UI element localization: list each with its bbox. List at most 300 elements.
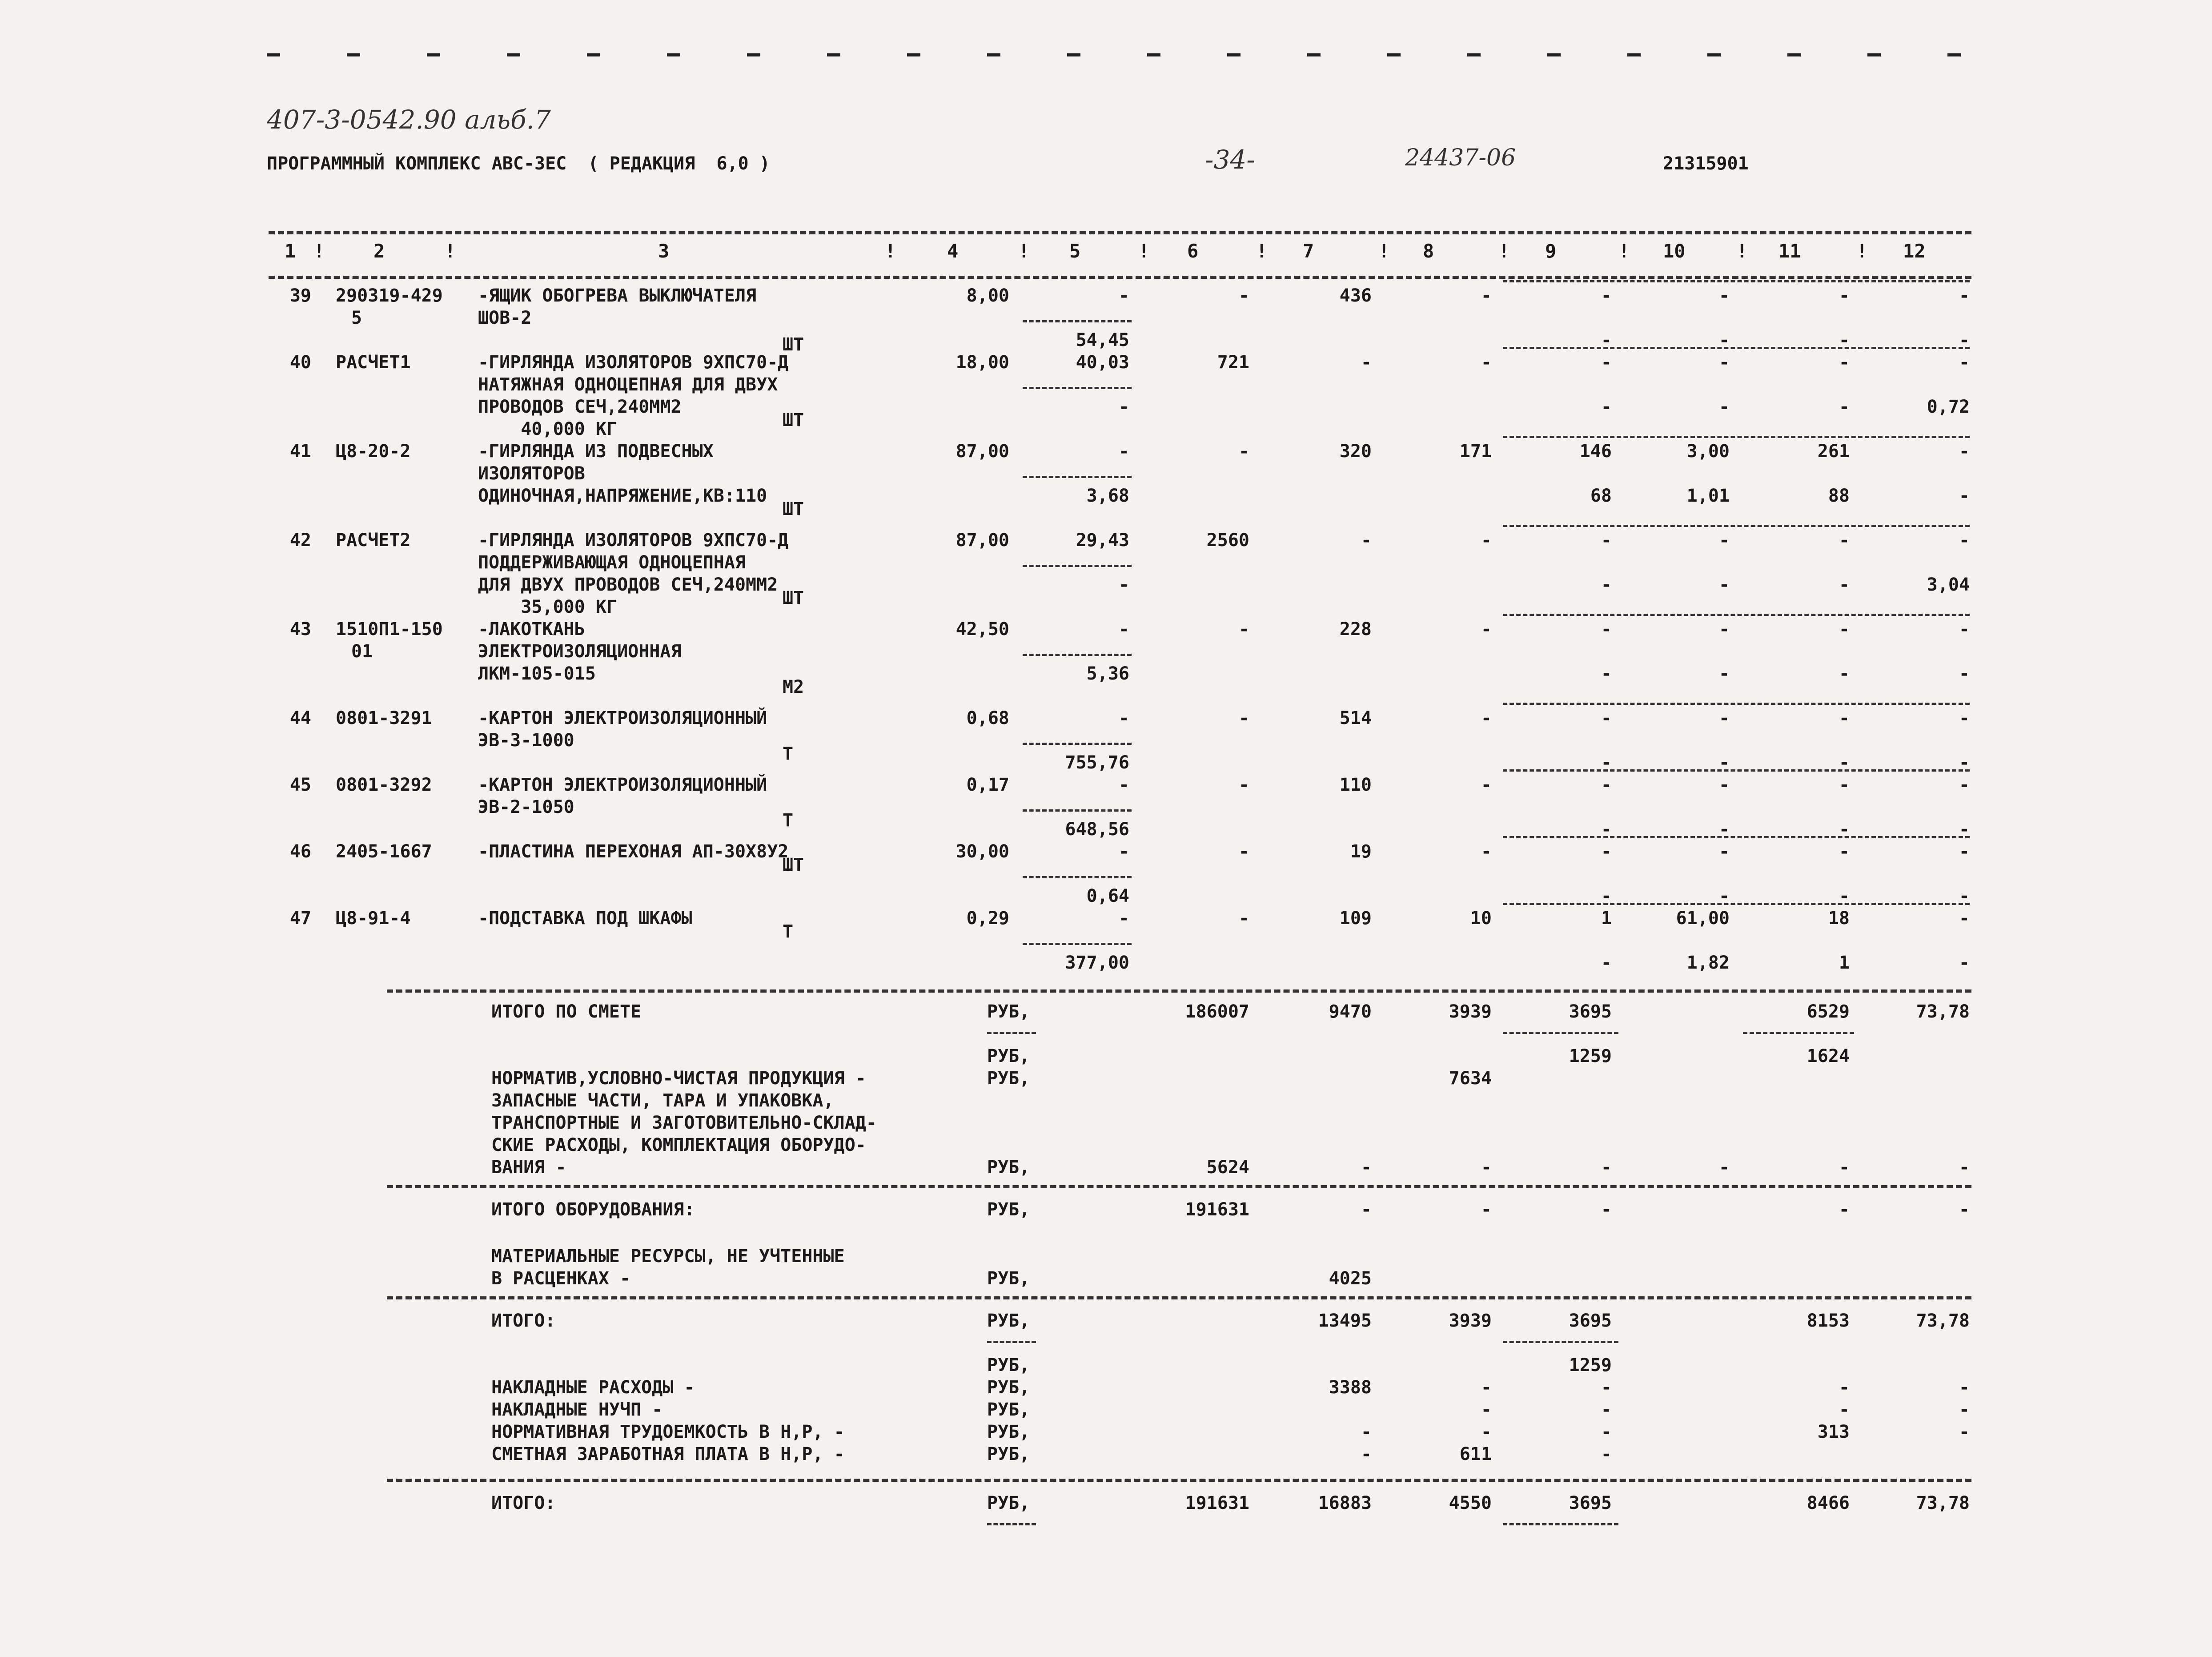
table-top-rule	[269, 231, 1971, 234]
cell-underline	[1023, 654, 1132, 656]
border-dash	[1307, 53, 1321, 56]
row-value-c6: -	[1238, 286, 1249, 306]
totals-value: 73,78	[1916, 1311, 1970, 1331]
row-description-line: ЭВ-2-1050	[478, 797, 574, 817]
row-value-c12: -	[1959, 775, 1970, 795]
totals-value: 1259	[1569, 1355, 1612, 1375]
totals-value: 3695	[1569, 1311, 1612, 1331]
row-description-line: ШОВ-2	[478, 308, 532, 328]
row-quantity: 8,00	[966, 286, 1009, 306]
totals-value: 3695	[1569, 1493, 1612, 1513]
row-value-c11: 18	[1828, 908, 1850, 929]
row-value-2-c9: 68	[1590, 486, 1612, 506]
row-value-c9: -	[1601, 841, 1612, 862]
row-value-2-c12: -	[1959, 752, 1970, 773]
row-code: 2405-1667	[336, 841, 432, 862]
totals-value: 1259	[1569, 1046, 1612, 1066]
totals-label: НОРМАТИВ,УСЛОВНО-ЧИСТАЯ ПРОДУКЦИЯ -	[491, 1068, 866, 1089]
totals-value: -	[1839, 1400, 1850, 1420]
row-description-line: ЛКМ-105-015	[478, 664, 596, 684]
row-value-2-c12: -	[1959, 953, 1970, 973]
row-value-c6: 2560	[1206, 530, 1249, 551]
row-value-c12: -	[1959, 708, 1970, 728]
row-description-line: ДЛЯ ДВУХ ПРОВОДОВ СЕЧ,240ММ2	[478, 575, 778, 595]
row-value-2-c10: -	[1718, 886, 1730, 906]
row-value-c8: -	[1481, 841, 1492, 862]
cell-underline	[1023, 387, 1132, 389]
dash-value: -	[1361, 1199, 1372, 1220]
row-description-line: ЭЛЕКТРОИЗОЛЯЦИОННАЯ	[478, 641, 682, 662]
cell-underline	[987, 1341, 1036, 1343]
row-value-c5-unit-price: 648,56	[1065, 819, 1129, 840]
page-number: -34-	[1205, 145, 1255, 175]
rub-currency: РУБ,	[987, 1001, 1030, 1022]
totals-value: 313	[1817, 1422, 1850, 1442]
totals-value: 13495	[1318, 1311, 1372, 1331]
totals-rule	[387, 1296, 1971, 1299]
row-value-2-c9: -	[1601, 397, 1612, 417]
row-value-c5: -	[1118, 441, 1129, 462]
totals-value: 191631	[1185, 1199, 1249, 1220]
totals-value: 186007	[1185, 1001, 1249, 1022]
row-value-c7: 514	[1339, 708, 1372, 728]
totals-value: -	[1481, 1422, 1492, 1442]
row-value-c7: 109	[1339, 908, 1372, 929]
dash-value: -	[1601, 1157, 1612, 1178]
row-value-2-c11: -	[1839, 752, 1850, 773]
row-value-c10: -	[1718, 286, 1730, 306]
row-description-line: ПОДДЕРЖИВАЮЩАЯ ОДНОЦЕПНАЯ	[478, 552, 746, 573]
row-value-c6: -	[1238, 708, 1249, 728]
row-value-c6: -	[1238, 775, 1249, 795]
border-dash	[1627, 53, 1641, 56]
row-value-c5: -	[1118, 708, 1129, 728]
row-value-c5-unit-price: -	[1118, 397, 1129, 417]
row-value-2-c12: -	[1959, 819, 1970, 840]
row-description-line: -КАРТОН ЭЛЕКТРОИЗОЛЯЦИОННЫЙ	[478, 708, 767, 728]
dash-value: -	[1959, 1199, 1970, 1220]
cell-underline	[1503, 280, 1970, 282]
row-value-c8: 171	[1459, 441, 1492, 462]
row-description-line: ЭВ-3-1000	[478, 730, 574, 751]
row-number: 41	[289, 441, 311, 462]
rub-currency: РУБ,	[987, 1046, 1030, 1066]
row-number: 43	[289, 619, 311, 639]
row-value-c5: 40,03	[1076, 352, 1129, 373]
totals-value: 3388	[1329, 1377, 1372, 1398]
row-unit: М2	[783, 677, 804, 697]
row-description-line: -ГИРЛЯНДА ИЗОЛЯТОРОВ 9ХПС70-Д	[478, 352, 789, 373]
cell-underline	[1023, 743, 1132, 745]
row-value-c5-unit-price: 3,68	[1086, 486, 1129, 506]
row-value-c10: -	[1718, 619, 1730, 639]
totals-label: ИТОГО ОБОРУДОВАНИЯ:	[491, 1199, 695, 1220]
column-separator: !	[1618, 240, 1630, 262]
row-code: РАСЧЕТ2	[336, 530, 411, 551]
column-separator: !	[1018, 240, 1030, 262]
row-value-c5-unit-price: 377,00	[1065, 953, 1129, 973]
row-number: 46	[289, 841, 311, 862]
row-value-c12: -	[1959, 530, 1970, 551]
row-value-c12: -	[1959, 441, 1970, 462]
border-dash	[427, 53, 440, 56]
row-quantity: 87,00	[955, 441, 1009, 462]
row-description-line: -ЛАКОТКАНЬ	[478, 619, 585, 639]
row-value-c10: -	[1718, 841, 1730, 862]
border-dash	[1707, 53, 1721, 56]
row-value-c7: 320	[1339, 441, 1372, 462]
cell-underline	[1503, 614, 1970, 616]
column-separator: !	[1138, 240, 1150, 262]
row-code: Ц8-91-4	[336, 908, 411, 929]
totals-value: 8153	[1807, 1311, 1850, 1331]
cell-underline	[1023, 943, 1132, 945]
cell-underline	[1503, 525, 1970, 527]
totals-value: -	[1959, 1422, 1970, 1442]
row-quantity: 18,00	[955, 352, 1009, 373]
row-value-c6: 721	[1217, 352, 1249, 373]
row-quantity: 0,17	[966, 775, 1009, 795]
border-dash	[1387, 53, 1401, 56]
column-number: 3	[658, 240, 670, 262]
totals-value: 1624	[1807, 1046, 1850, 1066]
totals-value: -	[1481, 1377, 1492, 1398]
row-quantity: 87,00	[955, 530, 1009, 551]
row-value-c10: -	[1718, 775, 1730, 795]
row-value-c11: -	[1839, 530, 1850, 551]
column-number: 6	[1187, 240, 1199, 262]
dash-value: -	[1839, 1157, 1850, 1178]
row-value-c5: -	[1118, 908, 1129, 929]
row-unit: ШТ	[783, 588, 804, 608]
column-number: 2	[373, 240, 385, 262]
row-description-line: -ПЛАСТИНА ПЕРЕХОНАЯ АП-30Х8У2	[478, 841, 789, 862]
row-value-c9: -	[1601, 286, 1612, 306]
row-value-2-c9: -	[1601, 953, 1612, 973]
totals-label: НОРМАТИВНАЯ ТРУДОЕМКОСТЬ В Н,Р, -	[491, 1422, 845, 1442]
border-dash	[1227, 53, 1240, 56]
totals-label: ТРАНСПОРТНЫЕ И ЗАГОТОВИТЕЛЬНО-СКЛАД-	[491, 1113, 877, 1133]
row-value-c8: -	[1481, 530, 1492, 551]
row-value-c8: -	[1481, 775, 1492, 795]
row-value-2-c11: -	[1839, 886, 1850, 906]
rub-currency: РУБ,	[987, 1068, 1030, 1089]
row-value-2-c10: 1,01	[1686, 486, 1730, 506]
row-value-c9: 146	[1579, 441, 1612, 462]
row-number: 45	[289, 775, 311, 795]
totals-value: -	[1959, 1400, 1970, 1420]
cell-underline	[1503, 903, 1970, 905]
totals-value: 191631	[1185, 1493, 1249, 1513]
row-value-c10: 61,00	[1676, 908, 1730, 929]
row-value-c12: -	[1959, 286, 1970, 306]
row-value-2-c10: -	[1718, 575, 1730, 595]
row-description-line: НАТЯЖНАЯ ОДНОЦЕПНАЯ ДЛЯ ДВУХ	[478, 374, 778, 395]
totals-label: ЗАПАСНЫЕ ЧАСТИ, ТАРА И УПАКОВКА,	[491, 1090, 834, 1111]
row-value-2-c12: -	[1959, 486, 1970, 506]
row-code: Ц8-20-2	[336, 441, 411, 462]
totals-rule	[387, 1479, 1971, 1482]
totals-value: -	[1839, 1377, 1850, 1398]
dash-value: -	[1361, 1157, 1372, 1178]
row-description-line: ПРОВОДОВ СЕЧ,240ММ2	[478, 397, 682, 417]
row-value-2-c10: -	[1718, 397, 1730, 417]
column-separator: !	[885, 240, 896, 262]
row-description-line: -ЯЩИК ОБОГРЕВА ВЫКЛЮЧАТЕЛЯ	[478, 286, 757, 306]
cell-underline	[1503, 1341, 1618, 1343]
doc-code: 24437-06	[1405, 145, 1516, 171]
totals-value: 4550	[1449, 1493, 1492, 1513]
row-unit: ШТ	[783, 855, 804, 875]
column-number: 10	[1663, 240, 1686, 262]
totals-value: 73,78	[1916, 1493, 1970, 1513]
rub-currency: РУБ,	[987, 1311, 1030, 1331]
column-separator: !	[1736, 240, 1748, 262]
row-value-2-c12: 3,04	[1927, 575, 1970, 595]
row-value-c7: 228	[1339, 619, 1372, 639]
column-number: 11	[1778, 240, 1801, 262]
totals-value: 3939	[1449, 1001, 1492, 1022]
row-value-2-c11: -	[1839, 575, 1850, 595]
row-value-c5: -	[1118, 619, 1129, 639]
row-quantity: 0,68	[966, 708, 1009, 728]
rub-currency: РУБ,	[987, 1199, 1030, 1220]
row-value-c5: 29,43	[1076, 530, 1129, 551]
totals-value: 5624	[1206, 1157, 1249, 1178]
row-value-2-c9: -	[1601, 752, 1612, 773]
program-title: ПРОГРАММНЫЙ КОМПЛЕКС АВС-ЗЕС ( РЕДАКЦИЯ 6,0 )	[267, 153, 770, 174]
row-number: 42	[289, 530, 311, 551]
row-code: РАСЧЕТ1	[336, 352, 411, 373]
row-value-c11: -	[1839, 286, 1850, 306]
totals-value: 9470	[1329, 1001, 1372, 1022]
row-value-c8: 10	[1470, 908, 1492, 929]
rub-currency: РУБ,	[987, 1444, 1030, 1464]
border-dash	[1867, 53, 1881, 56]
row-value-c12: -	[1959, 619, 1970, 639]
totals-value: -	[1959, 1377, 1970, 1398]
row-unit: Т	[783, 921, 794, 942]
totals-label: СКИЕ РАСХОДЫ, КОМПЛЕКТАЦИЯ ОБОРУДО-	[491, 1135, 866, 1155]
border-dash	[1947, 53, 1961, 56]
row-description-line: -ПОДСТАВКА ПОД ШКАФЫ	[478, 908, 692, 929]
totals-rule	[387, 1185, 1971, 1188]
totals-label: ИТОГО ПО СМЕТЕ	[491, 1001, 642, 1022]
row-value-c5-unit-price: 0,64	[1086, 886, 1129, 906]
row-unit: Т	[783, 744, 794, 764]
row-value-c10: -	[1718, 352, 1730, 373]
row-description-line: ОДИНОЧНАЯ,НАПРЯЖЕНИЕ,КВ:110	[478, 486, 767, 506]
border-dash	[1547, 53, 1561, 56]
border-dash	[1787, 53, 1801, 56]
row-value-c6: -	[1238, 841, 1249, 862]
row-description-line: -ГИРЛЯНДА ИЗ ПОДВЕСНЫХ	[478, 441, 714, 462]
column-number: 8	[1423, 240, 1434, 262]
row-value-c6: -	[1238, 619, 1249, 639]
totals-label: ИТОГО:	[491, 1311, 556, 1331]
dash-value: -	[1718, 1157, 1730, 1178]
row-unit: ШТ	[783, 410, 804, 430]
row-value-c11: -	[1839, 841, 1850, 862]
column-separator: !	[1378, 240, 1390, 262]
border-dash	[267, 53, 280, 56]
row-value-2-c11: 1	[1839, 953, 1850, 973]
row-value-c7: 110	[1339, 775, 1372, 795]
totals-value: 7634	[1449, 1068, 1492, 1089]
row-value-2-c9: -	[1601, 886, 1612, 906]
totals-value: -	[1601, 1377, 1612, 1398]
column-number: 7	[1303, 240, 1314, 262]
row-value-c11: -	[1839, 619, 1850, 639]
row-value-c8: -	[1481, 352, 1492, 373]
totals-value: 3695	[1569, 1001, 1612, 1022]
row-value-2-c9: -	[1601, 819, 1612, 840]
row-value-c9: -	[1601, 775, 1612, 795]
row-value-c6: -	[1238, 908, 1249, 929]
row-unit: ШТ	[783, 499, 804, 519]
row-quantity: 30,00	[955, 841, 1009, 862]
border-dash	[747, 53, 760, 56]
row-value-2-c11: -	[1839, 664, 1850, 684]
column-separator: !	[1498, 240, 1510, 262]
row-value-c11: -	[1839, 708, 1850, 728]
row-value-2-c9: -	[1601, 330, 1612, 350]
row-value-2-c11: -	[1839, 819, 1850, 840]
totals-value: -	[1361, 1444, 1372, 1464]
row-value-c7: -	[1361, 530, 1372, 551]
dash-value: -	[1839, 1199, 1850, 1220]
row-value-c5-unit-price: 54,45	[1076, 330, 1129, 350]
column-number: 4	[947, 240, 959, 262]
column-number: 5	[1069, 240, 1081, 262]
cell-underline	[1503, 1032, 1618, 1034]
row-value-2-c12: -	[1959, 664, 1970, 684]
row-value-c12: -	[1959, 841, 1970, 862]
totals-label: СМЕТНАЯ ЗАРАБОТНАЯ ПЛАТА В Н,Р, -	[491, 1444, 845, 1464]
cell-underline	[1023, 565, 1132, 567]
totals-value: 6529	[1807, 1001, 1850, 1022]
totals-value: -	[1601, 1444, 1612, 1464]
row-value-c11: -	[1839, 352, 1850, 373]
row-quantity: 0,29	[966, 908, 1009, 929]
row-value-c11: -	[1839, 775, 1850, 795]
row-code: 1510П1-150	[336, 619, 443, 639]
rub-currency: РУБ,	[987, 1268, 1030, 1289]
row-code-cont: 01	[351, 641, 373, 662]
row-value-c7: 19	[1350, 841, 1372, 862]
row-number: 39	[289, 286, 311, 306]
row-value-2-c12: -	[1959, 886, 1970, 906]
totals-label: ВАНИЯ -	[491, 1157, 566, 1178]
cell-underline	[987, 1523, 1036, 1525]
cell-underline	[1503, 1523, 1618, 1525]
row-description-line: ИЗОЛЯТОРОВ	[478, 463, 585, 484]
row-value-c8: -	[1481, 708, 1492, 728]
row-value-c8: -	[1481, 286, 1492, 306]
rub-currency: РУБ,	[987, 1493, 1030, 1513]
row-quantity: 42,50	[955, 619, 1009, 639]
row-number: 40	[289, 352, 311, 373]
totals-label: ИТОГО:	[491, 1493, 556, 1513]
row-value-c9: -	[1601, 708, 1612, 728]
border-dash	[1467, 53, 1481, 56]
border-dash	[1067, 53, 1080, 56]
dash-value: -	[1959, 1157, 1970, 1178]
totals-value: 611	[1459, 1444, 1492, 1464]
row-value-c5: -	[1118, 286, 1129, 306]
totals-value: 8466	[1807, 1493, 1850, 1513]
handwritten-album-code: 407-3-0542.90 альб.7	[267, 105, 551, 135]
row-value-2-c10: 1,82	[1686, 953, 1730, 973]
cell-underline	[1023, 320, 1132, 322]
border-dash	[907, 53, 920, 56]
totals-label: НАКЛАДНЫЕ РАСХОДЫ -	[491, 1377, 695, 1398]
row-value-c9: -	[1601, 352, 1612, 373]
column-number: 9	[1545, 240, 1557, 262]
totals-value: -	[1601, 1400, 1612, 1420]
totals-value: -	[1601, 1422, 1612, 1442]
totals-value: 73,78	[1916, 1001, 1970, 1022]
border-dash	[1147, 53, 1160, 56]
cell-underline	[1023, 809, 1132, 812]
row-description-line: 40,000 КГ	[478, 419, 618, 439]
rub-currency: РУБ,	[987, 1355, 1030, 1375]
totals-value: -	[1361, 1422, 1372, 1442]
cell-underline	[1503, 347, 1970, 349]
row-value-c7: -	[1361, 352, 1372, 373]
totals-label: МАТЕРИАЛЬНЫЕ РЕСУРСЫ, НЕ УЧТЕННЫЕ	[491, 1246, 845, 1267]
totals-value: 16883	[1318, 1493, 1372, 1513]
row-value-2-c12: -	[1959, 330, 1970, 350]
column-separator: !	[445, 240, 456, 262]
totals-value: 3939	[1449, 1311, 1492, 1331]
row-value-2-c12: 0,72	[1927, 397, 1970, 417]
row-value-2-c10: -	[1718, 664, 1730, 684]
rub-currency: РУБ,	[987, 1400, 1030, 1420]
row-value-c6: -	[1238, 441, 1249, 462]
row-value-c9: 1	[1601, 908, 1612, 929]
column-separator: !	[313, 240, 325, 262]
serial-number: 21315901	[1663, 153, 1749, 174]
row-value-c5-unit-price: 5,36	[1086, 664, 1129, 684]
cell-underline	[1503, 769, 1970, 772]
row-code-cont: 5	[351, 308, 362, 328]
items-end-rule	[387, 989, 1971, 993]
row-value-c11: 261	[1817, 441, 1850, 462]
border-dash	[987, 53, 1000, 56]
row-value-c10: -	[1718, 708, 1730, 728]
row-value-c12: -	[1959, 352, 1970, 373]
row-value-c8: -	[1481, 619, 1492, 639]
row-value-c5-unit-price: 755,76	[1065, 752, 1129, 773]
cell-underline	[1023, 476, 1132, 478]
totals-value: -	[1481, 1400, 1492, 1420]
row-description-line: -КАРТОН ЭЛЕКТРОИЗОЛЯЦИОННЫЙ	[478, 775, 767, 795]
cell-underline	[1503, 436, 1970, 438]
totals-label: НАКЛАДНЫЕ НУЧП -	[491, 1400, 663, 1420]
border-dash	[827, 53, 840, 56]
totals-value: 4025	[1329, 1268, 1372, 1289]
row-number: 47	[289, 908, 311, 929]
row-number: 44	[289, 708, 311, 728]
row-value-2-c9: -	[1601, 664, 1612, 684]
row-unit: Т	[783, 810, 794, 831]
row-value-c12: -	[1959, 908, 1970, 929]
totals-label: В РАСЦЕНКАХ -	[491, 1268, 631, 1289]
cell-underline	[1743, 1032, 1854, 1034]
row-value-2-c10: -	[1718, 819, 1730, 840]
row-value-2-c10: -	[1718, 330, 1730, 350]
